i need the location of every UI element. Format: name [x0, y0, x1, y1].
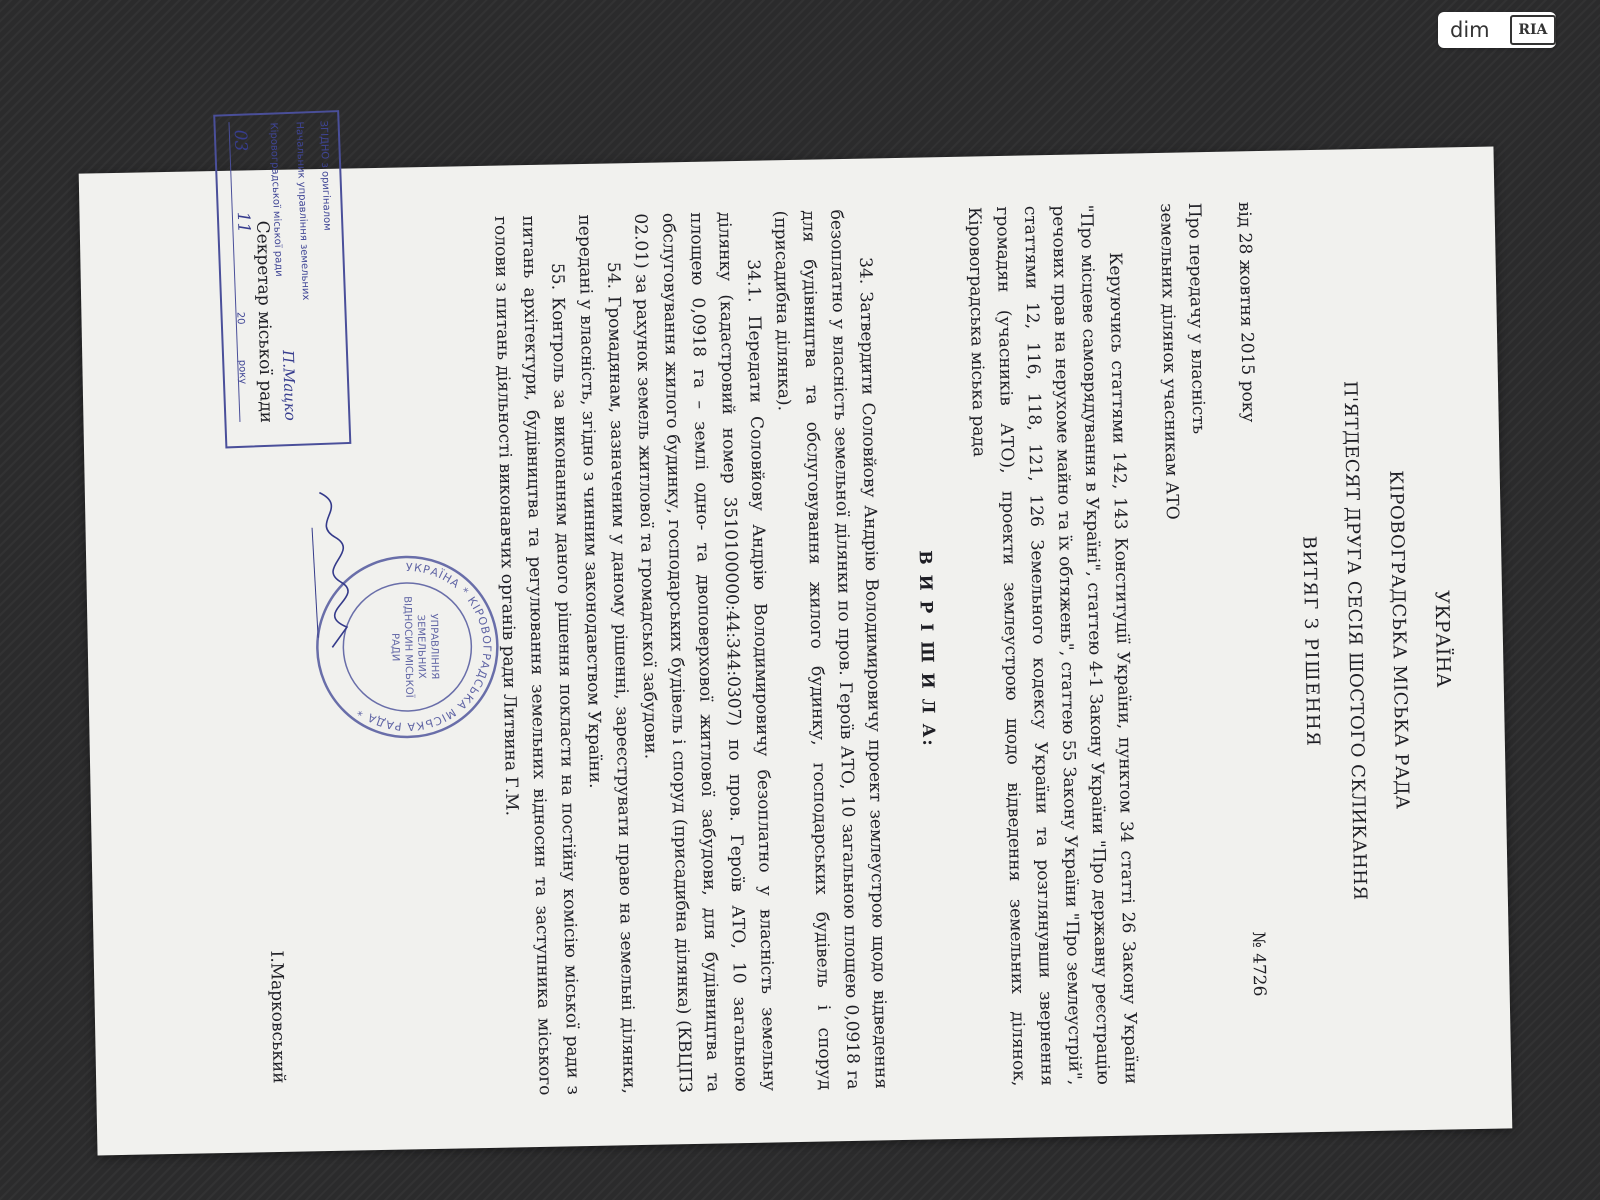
stamp-line-1: ЗГІДНО з оригіналом	[317, 120, 333, 231]
round-stamp-inner-text: УПРАВЛІННЯ ЗЕМЕЛЬНИХ ВІДНОСИН МІСЬКОЇ РАДИ	[389, 596, 440, 698]
certification-stamp	[213, 110, 351, 448]
decision-item: 34.1. Передати Соловйову Андрію Володимировичу безоплатно у власність земельну ділянку (кадастровий номер 3510100000:44:344:0307) по пров. Героїв АТО, 10 загальною площею 0,0918 га – землі одно- та двоповерхової житлової забудови, для будівництва та обслуговування жилого будинку, господарських будівель і споруд (присадибна ділянка) (КВЦПЗ 02.01) за рахунок земель житлової та громадської забудови.	[630, 211, 779, 1093]
decision-item: 55. Контроль за виконанням даного рішення покласти на постійну комісію міської ради з питань архітектури, будівництва та регулювання земельних відносин та заступника міського голови з питань діяльності виконавчих органів ради Литвина Г.М.	[490, 215, 583, 1096]
stamp-line-3: Кіровоградської міської ради	[267, 122, 285, 277]
signature-role: Секретар міської ради	[252, 220, 277, 424]
stamp-year-label: року	[236, 359, 249, 385]
stamp-handwritten-name: П.Мацко	[278, 349, 300, 422]
preamble	[960, 204, 1145, 1087]
subject-line-1: Про передачу у власність	[1183, 202, 1209, 435]
decision-item: 34. Затвердити Соловйову Андрію Володимировичу проект землеустрою щодо відведення безоплатно у власність земельної ділянки по пров. Героїв АТО, 10 загальною площею 0,0918 га для будівництва та обслуговування жилого будинку, господарських будівель і споруд (присадибна ділянка).	[770, 209, 891, 1091]
document-page	[78, 120, 1512, 1156]
preamble-text: Керуючись статтями 142, 143 Конституції України, пунктом 34 статті 26 Закону України "Про місцеве самоврядування в Україні", статтею 4-1 Закону України "Про державну реєстрацію речових прав на нерухоме майно та їх обтяжень", статтею 55 Закону України "Про землеустрій", статтями 12, 116, 118, 121, 126 Земельного кодексу України та розглянувши звернення громадян (учасників АТО), проекти землеустрою щодо відведення земельних ділянок, Кіровоградська міська рада	[964, 204, 1141, 1087]
dimria-watermark	[1438, 12, 1556, 48]
stamp-handwritten-day: 03	[229, 129, 251, 152]
handwritten-signature	[299, 487, 362, 658]
decision-date: від 28 жовтня 2015 року	[1233, 201, 1259, 423]
decision-item: 54. Громадянам, зазначеним у даному рішенні, зареєструвати право на земельні ділянки, передані у власність, згідно з чинним законодавством України.	[574, 214, 639, 1094]
stamp-date-underline	[228, 122, 240, 422]
document-type-heading: ВИТЯГ З РІШЕННЯ	[1298, 535, 1324, 748]
signature-name: І.Марковський	[266, 950, 289, 1084]
stamp-year-prefix: 20	[234, 311, 246, 325]
council-heading: КІРОВОГРАДСЬКА МІСЬКА РАДА	[1385, 470, 1413, 810]
stamp-line-2: Начальник управління земельних	[293, 121, 312, 301]
watermark-text: dim	[1450, 18, 1490, 42]
decision-items	[486, 209, 895, 1096]
stamp-handwritten-month: 11	[232, 211, 254, 234]
country-heading: УКРАЇНА	[1430, 590, 1455, 689]
session-heading: П'ЯТДЕСЯТ ДРУГА СЕСІЯ ШОСТОГО СКЛИКАННЯ	[1339, 380, 1371, 901]
subject-line-2: земельних ділянок учасникам АТО	[1155, 203, 1183, 520]
document-sheet	[79, 120, 1513, 1156]
decided-heading: В И Р І Ш И Л А:	[914, 550, 939, 748]
watermark-badge: RIA	[1510, 15, 1556, 45]
round-stamp-outer-text: УКРАЇНА * КІРОВОГРАДСЬКА МІСЬКА РАДА *	[354, 560, 494, 734]
decision-number: № 4726	[1247, 931, 1270, 997]
